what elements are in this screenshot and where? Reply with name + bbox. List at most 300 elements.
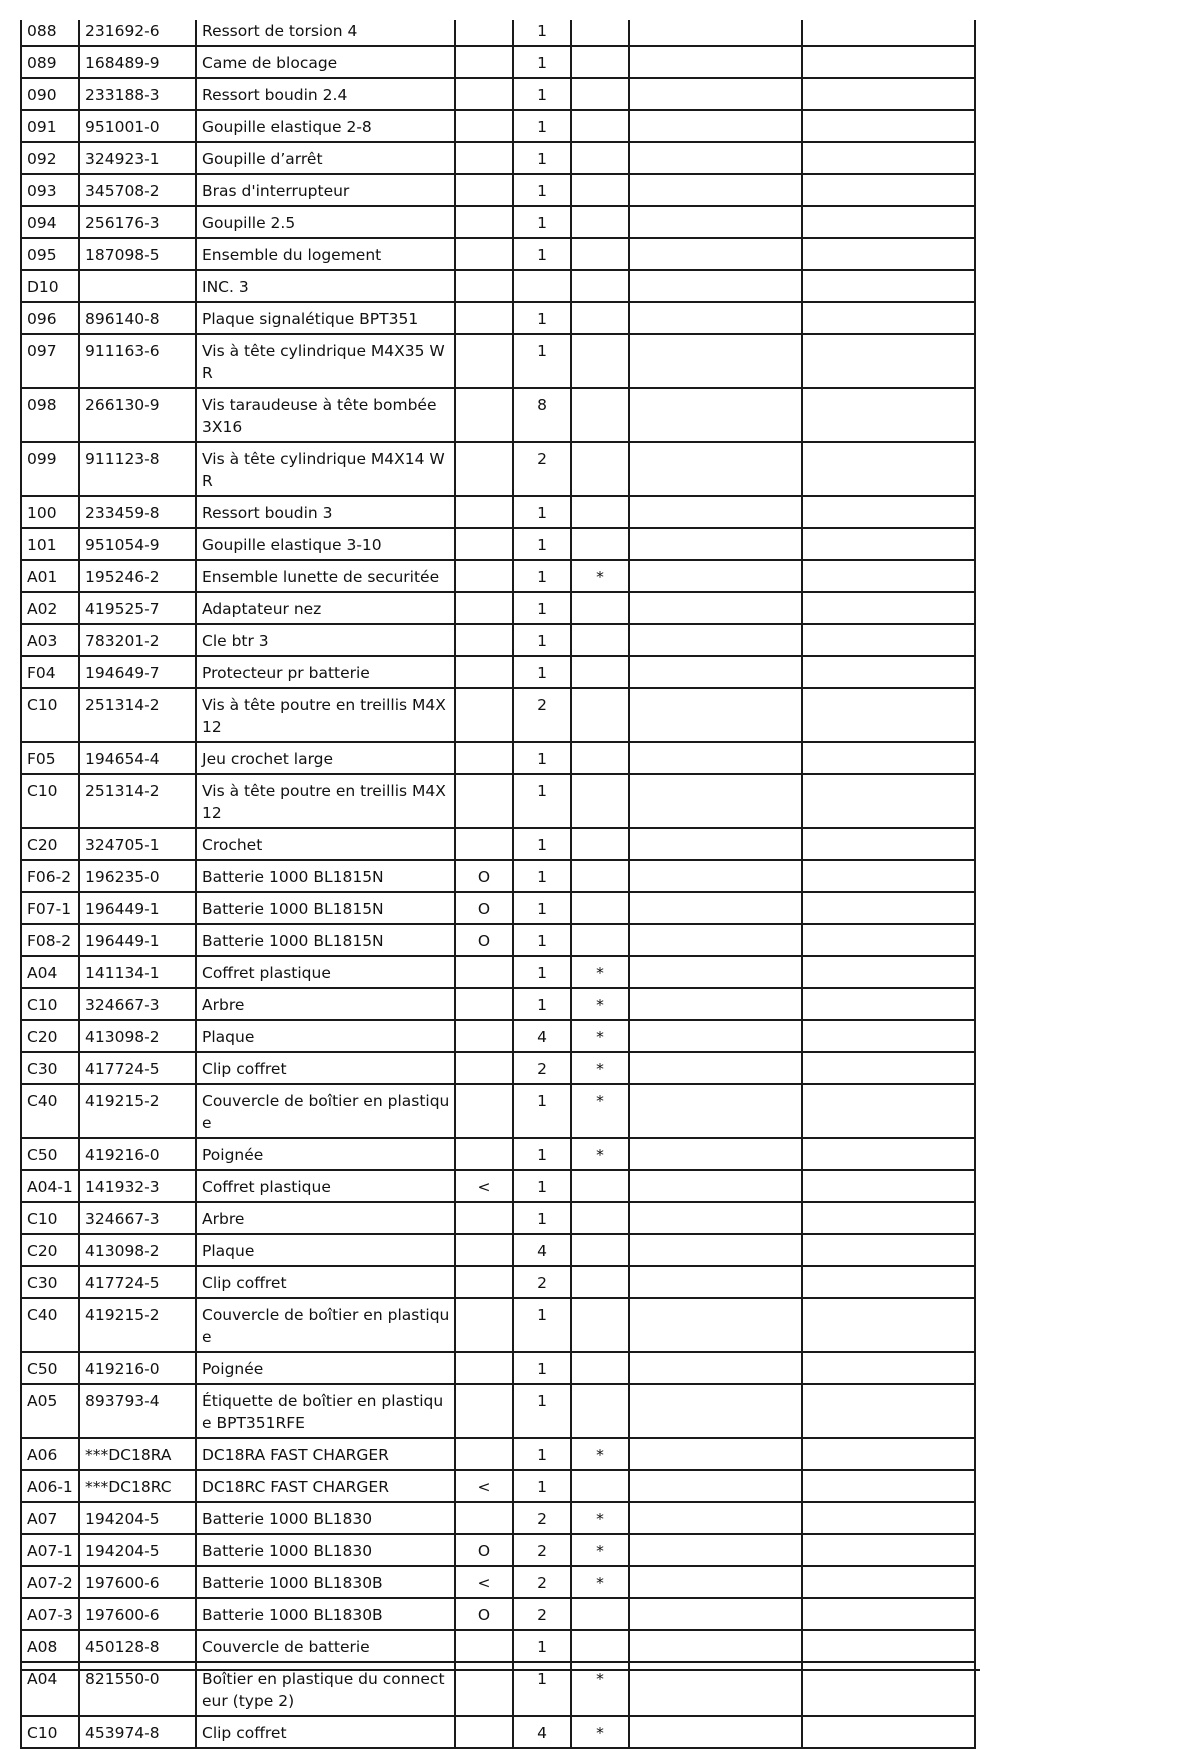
part-number-cell: 251314-2 (79, 774, 196, 828)
remark-cell (802, 892, 975, 924)
remark-cell (802, 1084, 975, 1138)
description-cell: Goupille elastique 3-10 (196, 528, 455, 560)
flag-cell (571, 1352, 629, 1384)
parts-table-body (21, 20, 975, 1748)
note-cell (629, 560, 802, 592)
ref-cell: C40 (21, 1084, 79, 1138)
table-row (21, 142, 975, 174)
flag-cell (571, 656, 629, 688)
marker-cell: < (455, 1566, 513, 1598)
quantity-cell: 1 (513, 496, 571, 528)
part-number-cell: 197600-6 (79, 1598, 196, 1630)
quantity-cell: 1 (513, 774, 571, 828)
ref-cell: C50 (21, 1138, 79, 1170)
description-cell: Poignée (196, 1138, 455, 1170)
note-cell (629, 774, 802, 828)
flag-cell (571, 442, 629, 496)
flag-cell (571, 388, 629, 442)
flag-cell (571, 1170, 629, 1202)
part-number-cell: 233459-8 (79, 496, 196, 528)
remark-cell (802, 1438, 975, 1470)
part-number-cell: 196449-1 (79, 892, 196, 924)
ref-cell: F05 (21, 742, 79, 774)
parts-list-sheet (20, 20, 976, 1749)
flag-cell (571, 110, 629, 142)
flag-cell: * (571, 956, 629, 988)
note-cell (629, 270, 802, 302)
table-row (21, 956, 975, 988)
note-cell (629, 956, 802, 988)
note-cell (629, 78, 802, 110)
flag-cell (571, 592, 629, 624)
flag-cell (571, 528, 629, 560)
table-row (21, 656, 975, 688)
description-cell: Poignée (196, 1352, 455, 1384)
marker-cell: O (455, 892, 513, 924)
quantity-cell: 1 (513, 78, 571, 110)
remark-cell (802, 1298, 975, 1352)
description-cell: Ressort de torsion 4 (196, 20, 455, 46)
remark-cell (802, 302, 975, 334)
ref-cell: A04 (21, 956, 79, 988)
remark-cell (802, 624, 975, 656)
flag-cell (571, 742, 629, 774)
note-cell (629, 1534, 802, 1566)
marker-cell (455, 442, 513, 496)
description-cell: Batterie 1000 BL1830B (196, 1598, 455, 1630)
ref-cell: A07 (21, 1502, 79, 1534)
flag-cell: * (571, 1534, 629, 1566)
part-number-cell: 233188-3 (79, 78, 196, 110)
remark-cell (802, 688, 975, 742)
table-row (21, 688, 975, 742)
remark-cell (802, 924, 975, 956)
table-row (21, 1598, 975, 1630)
description-cell: Adaptateur nez (196, 592, 455, 624)
marker-cell (455, 270, 513, 302)
remark-cell (802, 1470, 975, 1502)
quantity-cell: 1 (513, 1630, 571, 1662)
flag-cell (571, 688, 629, 742)
table-row (21, 892, 975, 924)
note-cell (629, 20, 802, 46)
quantity-cell: 1 (513, 892, 571, 924)
quantity-cell: 1 (513, 1384, 571, 1438)
marker-cell (455, 1352, 513, 1384)
table-row (21, 1438, 975, 1470)
description-cell: Batterie 1000 BL1815N (196, 924, 455, 956)
remark-cell (802, 560, 975, 592)
marker-cell (455, 688, 513, 742)
quantity-cell: 2 (513, 1502, 571, 1534)
quantity-cell: 2 (513, 1266, 571, 1298)
remark-cell (802, 1138, 975, 1170)
marker-cell (455, 828, 513, 860)
ref-cell: C40 (21, 1298, 79, 1352)
note-cell (629, 688, 802, 742)
ref-cell: 100 (21, 496, 79, 528)
marker-cell (455, 142, 513, 174)
ref-cell: C10 (21, 1202, 79, 1234)
quantity-cell: 1 (513, 1202, 571, 1234)
quantity-cell: 8 (513, 388, 571, 442)
marker-cell (455, 560, 513, 592)
part-number-cell: 194654-4 (79, 742, 196, 774)
flag-cell (571, 860, 629, 892)
table-row (21, 1052, 975, 1084)
description-cell: Plaque (196, 1020, 455, 1052)
note-cell (629, 988, 802, 1020)
part-number-cell: 256176-3 (79, 206, 196, 238)
flag-cell (571, 174, 629, 206)
marker-cell (455, 20, 513, 46)
marker-cell (455, 302, 513, 334)
note-cell (629, 1598, 802, 1630)
note-cell (629, 828, 802, 860)
marker-cell (455, 334, 513, 388)
marker-cell (455, 988, 513, 1020)
table-row (21, 1234, 975, 1266)
flag-cell (571, 1598, 629, 1630)
remark-cell (802, 1266, 975, 1298)
note-cell (629, 206, 802, 238)
table-row (21, 1566, 975, 1598)
marker-cell (455, 956, 513, 988)
ref-cell: 095 (21, 238, 79, 270)
table-row (21, 1298, 975, 1352)
table-row (21, 388, 975, 442)
note-cell (629, 860, 802, 892)
remark-cell (802, 1630, 975, 1662)
ref-cell: A04-1 (21, 1170, 79, 1202)
ref-cell: 094 (21, 206, 79, 238)
description-cell: Goupille d’arrêt (196, 142, 455, 174)
quantity-cell: 1 (513, 742, 571, 774)
remark-cell (802, 1534, 975, 1566)
marker-cell (455, 1084, 513, 1138)
ref-cell: 101 (21, 528, 79, 560)
flag-cell: * (571, 1662, 629, 1716)
ref-cell: A04 (21, 1662, 79, 1716)
quantity-cell: 1 (513, 560, 571, 592)
remark-cell (802, 78, 975, 110)
marker-cell (455, 656, 513, 688)
marker-cell: O (455, 860, 513, 892)
remark-cell (802, 1566, 975, 1598)
flag-cell: * (571, 1502, 629, 1534)
part-number-cell: 141932-3 (79, 1170, 196, 1202)
table-row (21, 924, 975, 956)
description-cell: Batterie 1000 BL1830 (196, 1534, 455, 1566)
quantity-cell: 1 (513, 1170, 571, 1202)
ref-cell: 088 (21, 20, 79, 46)
remark-cell (802, 742, 975, 774)
note-cell (629, 110, 802, 142)
part-number-cell: 324923-1 (79, 142, 196, 174)
ref-cell: A07-2 (21, 1566, 79, 1598)
note-cell (629, 1438, 802, 1470)
marker-cell (455, 1234, 513, 1266)
remark-cell (802, 206, 975, 238)
flag-cell: * (571, 1566, 629, 1598)
remark-cell (802, 1234, 975, 1266)
note-cell (629, 1170, 802, 1202)
part-number-cell: ***DC18RC (79, 1470, 196, 1502)
note-cell (629, 388, 802, 442)
marker-cell: O (455, 1598, 513, 1630)
table-row (21, 270, 975, 302)
table-row (21, 46, 975, 78)
description-cell: Clip coffret (196, 1266, 455, 1298)
ref-cell: F06-2 (21, 860, 79, 892)
description-cell: Ressort boudin 2.4 (196, 78, 455, 110)
description-cell: Cle btr 3 (196, 624, 455, 656)
quantity-cell: 1 (513, 528, 571, 560)
marker-cell (455, 174, 513, 206)
table-row (21, 1170, 975, 1202)
quantity-cell: 1 (513, 1438, 571, 1470)
part-number-cell: 231692-6 (79, 20, 196, 46)
table-row (21, 624, 975, 656)
part-number-cell (79, 270, 196, 302)
remark-cell (802, 592, 975, 624)
table-row (21, 334, 975, 388)
note-cell (629, 1266, 802, 1298)
remark-cell (802, 774, 975, 828)
remark-cell (802, 110, 975, 142)
remark-cell (802, 828, 975, 860)
part-number-cell: 896140-8 (79, 302, 196, 334)
marker-cell (455, 624, 513, 656)
description-cell: Came de blocage (196, 46, 455, 78)
marker-cell (455, 528, 513, 560)
flag-cell (571, 1470, 629, 1502)
marker-cell (455, 1716, 513, 1748)
note-cell (629, 1202, 802, 1234)
note-cell (629, 1716, 802, 1748)
quantity-cell: 2 (513, 1566, 571, 1598)
part-number-cell: 419216-0 (79, 1138, 196, 1170)
ref-cell: 098 (21, 388, 79, 442)
table-row (21, 560, 975, 592)
quantity-cell: 1 (513, 1470, 571, 1502)
marker-cell (455, 774, 513, 828)
ref-cell: 090 (21, 78, 79, 110)
remark-cell (802, 1716, 975, 1748)
note-cell (629, 1566, 802, 1598)
quantity-cell: 1 (513, 924, 571, 956)
note-cell (629, 302, 802, 334)
marker-cell (455, 1020, 513, 1052)
part-number-cell: 194204-5 (79, 1502, 196, 1534)
note-cell (629, 1020, 802, 1052)
flag-cell (571, 774, 629, 828)
ref-cell: A08 (21, 1630, 79, 1662)
remark-cell (802, 988, 975, 1020)
flag-cell (571, 46, 629, 78)
table-row (21, 1534, 975, 1566)
marker-cell (455, 46, 513, 78)
remark-cell (802, 860, 975, 892)
description-cell: Couvercle de batterie (196, 1630, 455, 1662)
description-cell: Clip coffret (196, 1716, 455, 1748)
parts-table (20, 20, 976, 1749)
ref-cell: 089 (21, 46, 79, 78)
note-cell (629, 1084, 802, 1138)
flag-cell (571, 78, 629, 110)
ref-cell: A06 (21, 1438, 79, 1470)
note-cell (629, 592, 802, 624)
part-number-cell: 419216-0 (79, 1352, 196, 1384)
flag-cell (571, 828, 629, 860)
marker-cell (455, 206, 513, 238)
note-cell (629, 334, 802, 388)
flag-cell: * (571, 1020, 629, 1052)
part-number-cell: 324667-3 (79, 1202, 196, 1234)
ref-cell: F08-2 (21, 924, 79, 956)
part-number-cell: 194204-5 (79, 1534, 196, 1566)
ref-cell: 096 (21, 302, 79, 334)
description-cell: Jeu crochet large (196, 742, 455, 774)
marker-cell: < (455, 1470, 513, 1502)
flag-cell (571, 206, 629, 238)
ref-cell: A02 (21, 592, 79, 624)
marker-cell (455, 78, 513, 110)
quantity-cell: 4 (513, 1020, 571, 1052)
quantity-cell: 1 (513, 1662, 571, 1716)
remark-cell (802, 46, 975, 78)
note-cell (629, 624, 802, 656)
table-row (21, 110, 975, 142)
flag-cell (571, 1266, 629, 1298)
ref-cell: D10 (21, 270, 79, 302)
quantity-cell: 1 (513, 1298, 571, 1352)
ref-cell: C10 (21, 688, 79, 742)
quantity-cell: 2 (513, 688, 571, 742)
quantity-cell: 2 (513, 1052, 571, 1084)
description-cell: INC. 3 (196, 270, 455, 302)
marker-cell (455, 742, 513, 774)
part-number-cell: 453974-8 (79, 1716, 196, 1748)
table-row (21, 442, 975, 496)
marker-cell (455, 1502, 513, 1534)
ref-cell: F07-1 (21, 892, 79, 924)
flag-cell: * (571, 1138, 629, 1170)
flag-cell: * (571, 1716, 629, 1748)
description-cell: Clip coffret (196, 1052, 455, 1084)
description-cell: Coffret plastique (196, 1170, 455, 1202)
note-cell (629, 442, 802, 496)
description-cell: Ressort boudin 3 (196, 496, 455, 528)
quantity-cell: 4 (513, 1234, 571, 1266)
part-number-cell: 194649-7 (79, 656, 196, 688)
description-cell: Goupille elastique 2-8 (196, 110, 455, 142)
table-row (21, 78, 975, 110)
ref-cell: C20 (21, 1234, 79, 1266)
flag-cell: * (571, 560, 629, 592)
marker-cell (455, 1138, 513, 1170)
ref-cell: A05 (21, 1384, 79, 1438)
ref-cell: C10 (21, 774, 79, 828)
description-cell: Vis taraudeuse à tête bombée 3X16 (196, 388, 455, 442)
part-number-cell: ***DC18RA (79, 1438, 196, 1470)
quantity-cell: 1 (513, 334, 571, 388)
remark-cell (802, 442, 975, 496)
part-number-cell: 951054-9 (79, 528, 196, 560)
table-row (21, 528, 975, 560)
ref-cell: C10 (21, 1716, 79, 1748)
remark-cell (802, 528, 975, 560)
marker-cell: O (455, 1534, 513, 1566)
description-cell: Batterie 1000 BL1815N (196, 860, 455, 892)
description-cell: Batterie 1000 BL1830 (196, 1502, 455, 1534)
ref-cell: A01 (21, 560, 79, 592)
part-number-cell: 450128-8 (79, 1630, 196, 1662)
ref-cell: C10 (21, 988, 79, 1020)
remark-cell (802, 174, 975, 206)
flag-cell (571, 302, 629, 334)
flag-cell: * (571, 988, 629, 1020)
part-number-cell: 417724-5 (79, 1052, 196, 1084)
flag-cell: * (571, 1084, 629, 1138)
description-cell: DC18RA FAST CHARGER (196, 1438, 455, 1470)
remark-cell (802, 270, 975, 302)
note-cell (629, 142, 802, 174)
description-cell: Ensemble du logement (196, 238, 455, 270)
note-cell (629, 528, 802, 560)
ref-cell: 097 (21, 334, 79, 388)
flag-cell (571, 496, 629, 528)
flag-cell (571, 142, 629, 174)
note-cell (629, 238, 802, 270)
remark-cell (802, 1020, 975, 1052)
part-number-cell: 324705-1 (79, 828, 196, 860)
ref-cell: 099 (21, 442, 79, 496)
note-cell (629, 1384, 802, 1438)
table-row (21, 1084, 975, 1138)
table-row (21, 20, 975, 46)
marker-cell: O (455, 924, 513, 956)
description-cell: Vis à tête cylindrique M4X35 WR (196, 334, 455, 388)
description-cell: Arbre (196, 1202, 455, 1234)
part-number-cell: 251314-2 (79, 688, 196, 742)
remark-cell (802, 238, 975, 270)
table-row (21, 1384, 975, 1438)
note-cell (629, 924, 802, 956)
part-number-cell: 197600-6 (79, 1566, 196, 1598)
part-number-cell: 413098-2 (79, 1234, 196, 1266)
quantity-cell: 1 (513, 956, 571, 988)
description-cell: Étiquette de boîtier en plastique BPT351RFE (196, 1384, 455, 1438)
remark-cell (802, 1384, 975, 1438)
marker-cell (455, 1266, 513, 1298)
quantity-cell: 1 (513, 624, 571, 656)
remark-cell (802, 334, 975, 388)
quantity-cell: 1 (513, 828, 571, 860)
quantity-cell: 1 (513, 110, 571, 142)
table-row (21, 988, 975, 1020)
note-cell (629, 1234, 802, 1266)
ref-cell: C20 (21, 828, 79, 860)
marker-cell: < (455, 1170, 513, 1202)
table-row (21, 1138, 975, 1170)
marker-cell (455, 1438, 513, 1470)
part-number-cell: 413098-2 (79, 1020, 196, 1052)
table-row (21, 238, 975, 270)
description-cell: Couvercle de boîtier en plastique (196, 1084, 455, 1138)
ref-cell: C20 (21, 1020, 79, 1052)
description-cell: DC18RC FAST CHARGER (196, 1470, 455, 1502)
